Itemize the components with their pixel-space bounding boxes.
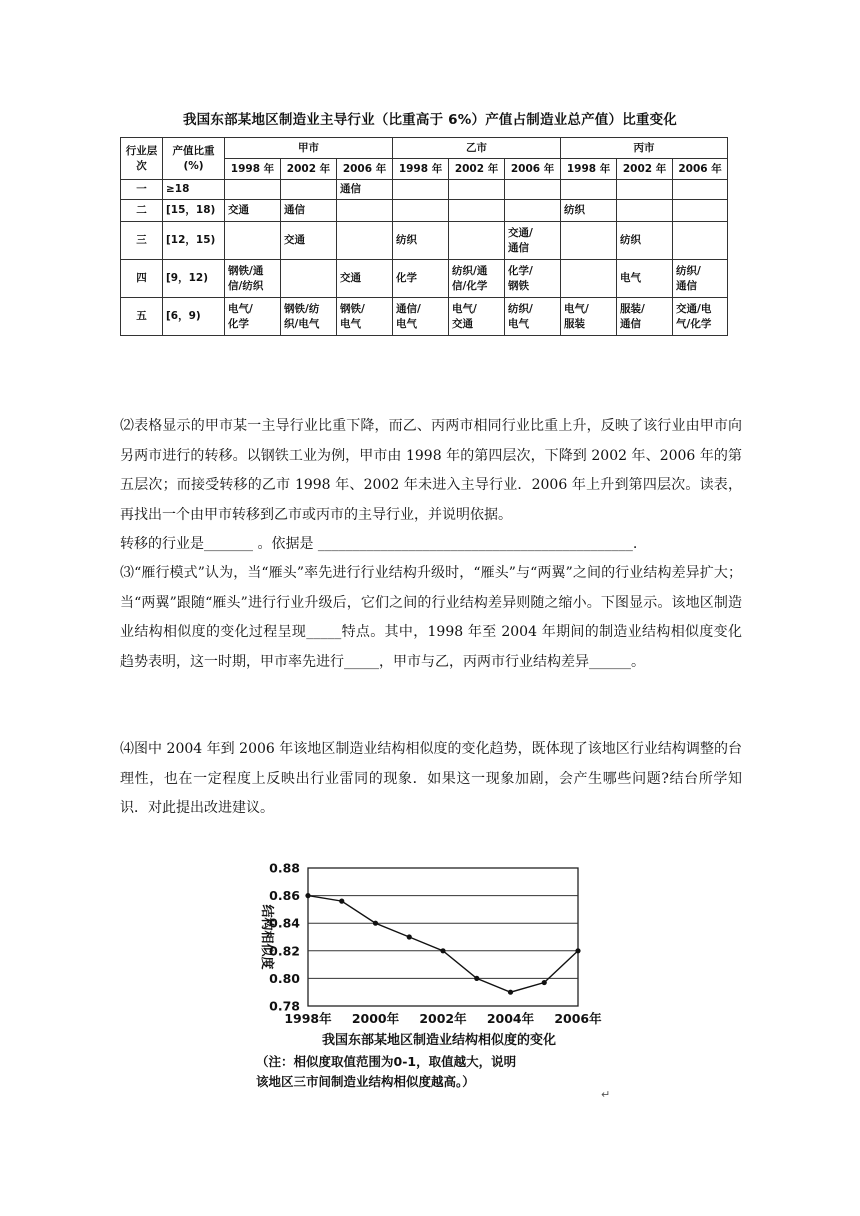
y-axis-label: 结构相似度 [259,904,274,970]
chart-title: 我国东部某地区制造业结构相似度的变化 [321,1033,557,1048]
data-point [440,948,445,953]
x-tick-label: 2006年 [554,1011,602,1026]
y-tick-label: 0.88 [269,860,300,876]
x-tick-label: 2004年 [486,1011,535,1026]
table-cell: 电气/ 交通 [449,298,505,336]
question-2-text: ⑵表格显示的甲市某一主导行业比重下降，而乙、丙两市相同行业比重上升，反映了该行业由甲市向另两市进行的转移。以钢铁工业为例，甲市由 1998 年的第四层次，下降到 2002 年、2006 年的第五层次；而接受转移的乙市 1998 年、2002 年未进入主导行业．2006 年上升到第四层次。读表，再找出一个由甲市转移到乙市或丙市的主导行业，并说明依据。 [120,418,742,523]
x-tick-label: 1998年 [284,1011,332,1026]
data-point [508,990,513,995]
table-cell: 电气/ 化学 [225,298,281,336]
table-cell [505,180,561,200]
data-point [575,948,580,953]
header-year: 1998 年 [561,159,617,180]
table-cell: 通信 [281,200,337,222]
question-3-text: ⑶“雁行模式”认为，当“雁头”率先进行行业结构升级时，“雁头”与“两翼”之间的行业结构差异扩大；当“两翼”跟随“雁头”进行行业升级后，它们之间的行业结构差异则随之缩小。下图显示。该地区制造业结构相似度的变化过程呈现_____特点。其中，1998 年至 2004 年期间的制造业结构相似度变化趋势表明，这一时期，甲市率先进行_____，甲市与乙，丙两市行业结构差异______。 [120,565,742,670]
x-tick-label: 2002年 [419,1011,467,1026]
header-city-bing: 丙市 [561,138,728,159]
data-point [407,934,412,939]
table-cell: 纺织 [617,222,673,260]
table-cell: 纺织/通 信/化学 [449,260,505,298]
table-cell: 通信 [337,180,393,200]
industry-table [120,137,728,336]
table-cell: 纺织/ 通信 [673,260,728,298]
table-cell [225,180,281,200]
header-year: 2002 年 [281,159,337,180]
header-year: 2006 年 [505,159,561,180]
header-year: 2002 年 [449,159,505,180]
table-cell: 交通 [281,222,337,260]
header-level: 行业层次 [121,138,163,180]
table-cell: 钢铁/纺 织/电气 [281,298,337,336]
header-ratio: 产值比重(%) [163,138,225,180]
table-cell [673,180,728,200]
table-cell: 通信/ 电气 [393,298,449,336]
data-point [542,980,547,985]
header-city-jia: 甲市 [225,138,393,159]
table-title: 我国东部某地区制造业主导行业（比重高于 6%）产值占制造业总产值）比重变化 [182,112,678,128]
data-point [305,893,310,898]
table-cell [561,180,617,200]
header-city-yi: 乙市 [393,138,561,159]
table-cell [225,222,281,260]
table-cell: 纺织/ 电气 [505,298,561,336]
table-cell [561,260,617,298]
table-cell [449,180,505,200]
y-tick-label: 0.78 [269,998,300,1014]
table-cell [393,180,449,200]
y-tick-label: 0.82 [269,943,300,959]
table-cell: 服装/ 通信 [617,298,673,336]
table-cell [337,222,393,260]
row-range: [12，15) [163,222,225,260]
header-year: 1998 年 [225,159,281,180]
table-row [121,260,728,298]
table-cell [449,200,505,222]
row-range: ≥18 [163,180,225,200]
row-range: [6，9) [163,298,225,336]
table-cell: 化学 [393,260,449,298]
row-level: 四 [121,260,163,298]
data-point [474,976,479,981]
table-cell [281,260,337,298]
y-tick-label: 0.80 [269,970,300,986]
return-mark: ↵ [601,1088,611,1101]
table-cell: 钢铁/ 电气 [337,298,393,336]
row-range: [9，12) [163,260,225,298]
table-cell [337,200,393,222]
header-year: 2006 年 [673,159,728,180]
table-cell [505,200,561,222]
row-level: 一 [121,180,163,200]
table-cell [673,200,728,222]
table-cell [617,180,673,200]
table-cell: 电气 [617,260,673,298]
table-cell [673,222,728,260]
table-cell [281,180,337,200]
row-range: [15，18) [163,200,225,222]
chart-note-line-1: （注：相似度取值范围为0-1，取值越大，说明 [256,1054,517,1069]
table-row [121,180,728,200]
data-point [339,899,344,904]
header-year: 1998 年 [393,159,449,180]
question-2-blank: 转移的行业是_______ 。依据是 _____________________________________________. [120,536,638,552]
table-cell: 交通/电 气/化学 [673,298,728,336]
table-cell [617,200,673,222]
table-cell: 交通 [225,200,281,222]
table-cell: 交通 [337,260,393,298]
table-row [121,222,728,260]
series-line [308,896,578,993]
table-row [121,298,728,336]
plot-frame [308,868,578,1006]
header-year: 2006 年 [337,159,393,180]
table-cell: 钢铁/通 信/纺织 [225,260,281,298]
chart-note-line-2: 该地区三市间制造业结构相似度越高。） [256,1074,475,1089]
table-cell: 交通/ 通信 [505,222,561,260]
table-cell: 纺织 [393,222,449,260]
chart-svg [248,852,611,1107]
row-level: 三 [121,222,163,260]
table-cell [561,222,617,260]
table-cell [449,222,505,260]
data-point [373,921,378,926]
y-tick-label: 0.86 [269,888,300,904]
similarity-chart [248,852,611,1107]
y-tick-label: 0.84 [269,915,300,931]
row-level: 二 [121,200,163,222]
question-4-text: ⑷图中 2004 年到 2006 年该地区制造业结构相似度的变化趋势，既体现了该地区行业结构调整的台理性，也在一定程度上反映出行业雷同的现象．如果这一现象加剧，会产生哪些问题?结台所学知识．对此提出改进建议。 [120,741,742,816]
header-year: 2002 年 [617,159,673,180]
x-tick-label: 2000年 [351,1011,400,1026]
table-row [121,200,728,222]
row-level: 五 [121,298,163,336]
table-cell: 电气/ 服装 [561,298,617,336]
table-cell: 化学/ 钢铁 [505,260,561,298]
table-cell [393,200,449,222]
table-cell: 纺织 [561,200,617,222]
